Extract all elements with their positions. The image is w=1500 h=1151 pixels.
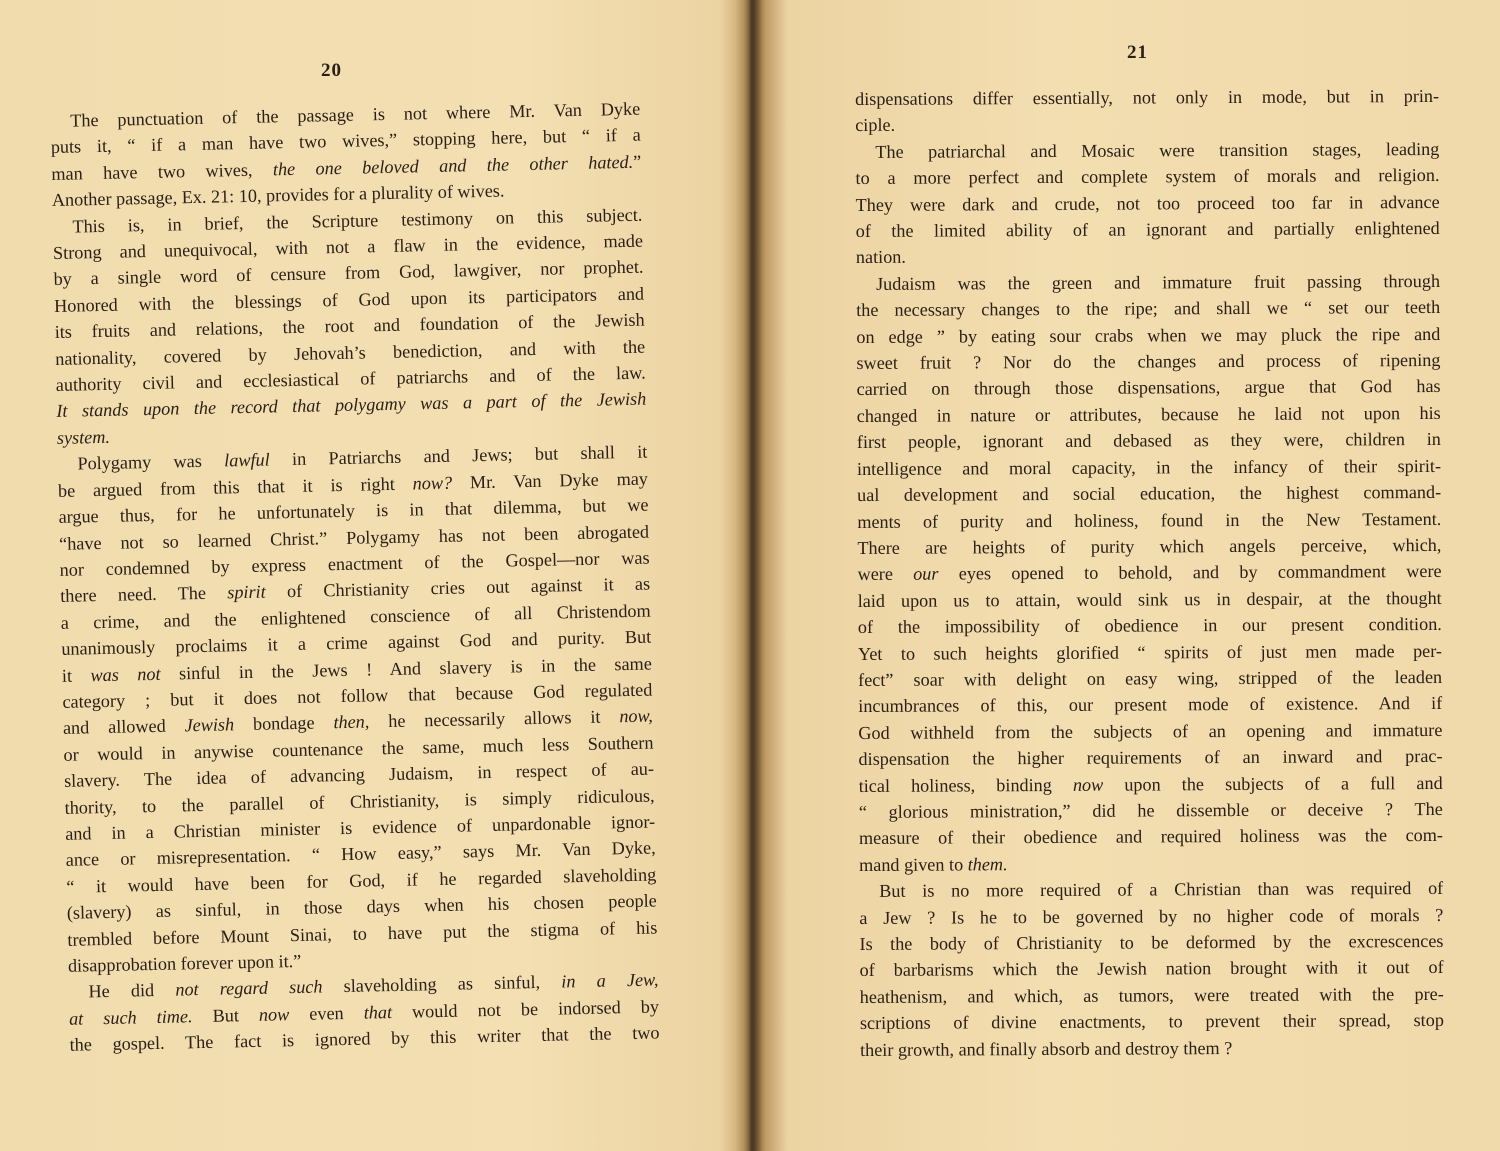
text-line: dispensation the higher requirements of an inward and prac-	[858, 746, 1443, 770]
text-line: dispensations differ essentially, not only in mode, but in prin-	[855, 85, 1440, 109]
text-line: puts it, “ if a man have two wives,” stopping here, but “ if a	[50, 125, 641, 158]
text-line: category ; but it does not follow that because God regulated	[62, 679, 653, 712]
text-line: God withheld from the subjects of an opening and immature	[858, 719, 1443, 743]
text-line: and in a Christian minister is evidence of unpardonable ignor-	[64, 811, 656, 844]
text-line: on edge ” by eating sour crabs when we may pluck the ripe and	[856, 323, 1441, 347]
text-line: It stands upon the record that polygamy was a part of the Jewish	[56, 389, 647, 422]
text-line: carried on through those dispensations, argue that God has	[856, 376, 1441, 400]
text-line: a Jew ? Is he to be governed by no higher code of morals ?	[859, 904, 1444, 928]
text-line: “ glorious ministration,” did he dissemble or deceive ? The	[858, 798, 1443, 822]
page-number-left: 20	[321, 60, 342, 81]
text-line: Honored with the blessings of God upon its participators and	[53, 283, 645, 316]
text-line: There are heights of purity which angels perceive, which,	[857, 534, 1442, 558]
text-line: thority, to the parallel of Christianity, is simply ridiculous,	[64, 785, 655, 818]
text-line: first people, ignorant and debased as they were, children in	[856, 429, 1441, 453]
text-line: system.	[56, 426, 111, 448]
text-line: sweet fruit ? Nor do the changes and process of ripening	[856, 350, 1441, 374]
text-line: were our eyes opened to behold, and by commandment were	[857, 561, 1442, 585]
text-line: by a single word of censure from God, lawgiver, nor prophet.	[53, 257, 644, 290]
text-line: ciple.	[855, 115, 896, 136]
text-line: They were dark and crude, not too proceed too far in advance	[855, 191, 1440, 215]
text-line: scriptions of divine enactments, to prevent their spread, stop	[859, 1010, 1444, 1034]
text-line: “have not so learned Christ.” Polygamy has not been abrogated	[58, 521, 650, 554]
text-line: fect” soar with delight on easy wing, stripped of the leaden	[858, 666, 1443, 690]
text-line: argue thus, for he unfortunately is in that dilemma, but we	[58, 494, 649, 528]
left-page-text	[50, 96, 660, 1059]
text-line: the gospel. The fact is ignored by this writer that the two	[69, 1022, 660, 1056]
text-line: incumbrances of this, our present mode of existence. And if	[858, 693, 1443, 717]
text-line: unanimously proclaims it a crime against God and purity. But	[61, 626, 652, 660]
text-line: disapprobation forever upon it.”	[67, 950, 302, 976]
text-line: and allowed Jewish bondage then, he necessarily allows it now,	[62, 705, 654, 739]
text-line: slavery. The idea of advancing Judaism, in respect of au-	[63, 758, 655, 792]
text-line: trembled before Mount Sinai, to have put the stigma of his	[67, 917, 658, 950]
text-line: Polygamy was lawful in Patriarchs and Jews; but shall it	[77, 441, 648, 474]
text-line: the necessary changes to the ripe; and shall we “ set our teeth	[856, 297, 1441, 321]
text-line: of the limited ability of an ignorant and partially enlightened	[855, 217, 1440, 242]
text-line: changed in nature or attributes, because he laid not upon his	[856, 402, 1441, 426]
text-line: there need. The spirit of Christianity cries out against it as	[60, 573, 651, 607]
text-line: nation.	[855, 247, 906, 268]
text-line: Strong and unequivocal, with not a flaw in the evidence, made	[52, 230, 644, 263]
text-line: intelligence and moral capacity, in the infancy of their spirit-	[856, 455, 1442, 479]
text-line: be argued from this that it is right now? Mr. Van Dyke may	[57, 468, 649, 501]
text-line: Yet to such heights glorified “ spirits of just men made per-	[857, 640, 1443, 664]
text-line: The patriarchal and Mosaic were transition stages, leading	[875, 138, 1440, 162]
text-line: heathenism, and which, as tumors, were treated with the pre-	[859, 983, 1444, 1007]
text-line: measure of their obedience and required holiness was the com-	[858, 825, 1443, 849]
text-line: ual development and social education, the highest command-	[857, 482, 1442, 506]
text-line: But is no more required of a Christian than was required of	[879, 878, 1444, 902]
text-line: nor condemned by express enactment of the Gospel—nor was	[59, 547, 650, 580]
text-line: (slavery) as sinful, in those days when his chosen people	[66, 890, 657, 924]
left-page	[0, 0, 745, 1151]
text-line: laid upon us to attain, would sink us in despair, at the thought	[857, 587, 1442, 611]
text-line: The punctuation of the passage is not where Mr. Van Dyke	[70, 98, 641, 131]
text-line: of the impossibility of obedience in our present condition.	[857, 614, 1442, 638]
text-line: of barbarisms which the Jewish nation brought with it out of	[859, 957, 1444, 981]
text-line: “ it would have been for God, if he regarded slaveholding	[66, 864, 657, 897]
text-line: ance or misrepresentation. “ How easy,” says Mr. Van Dyke,	[65, 837, 656, 871]
text-line: at such time. But now even that would not be indorsed by	[68, 996, 660, 1029]
text-line: tical holiness, binding now upon the subjects of a full and	[858, 772, 1443, 796]
text-line: Another passage, Ex. 21: 10, provides for a plurality of wives.	[51, 180, 505, 211]
text-line: their growth, and finally absorb and destroy them ?	[859, 1037, 1233, 1060]
text-line: authority civil and ecclesiastical of patriarchs and of the law.	[55, 362, 646, 395]
text-line: Is the body of Christianity to be deformed by the excrescences	[859, 930, 1444, 954]
text-line: or would in anywise countenance the same, much less Southern	[63, 732, 654, 765]
text-line: a crime, and the enlightened conscience of all Christendom	[60, 600, 651, 633]
right-page-text	[855, 83, 1444, 1063]
text-line: nationality, covered by Jehovah’s benediction, and with the	[55, 336, 646, 369]
text-line: He did not regard such slaveholding as sinful, in a Jew,	[88, 969, 659, 1002]
page-number-right: 21	[1127, 42, 1148, 63]
text-line: Judaism was the green and immature fruit passing through	[875, 270, 1441, 294]
text-line: its fruits and relations, the root and foundation of the Jewish	[54, 309, 645, 343]
text-line: ments of purity and holiness, found in the New Testament.	[857, 508, 1442, 532]
text-line: This is, in brief, the Scripture testimony on this subject.	[72, 204, 643, 237]
text-line: to a more perfect and complete system of morals and religion.	[855, 165, 1440, 189]
right-page	[760, 0, 1500, 1151]
text-line: mand given to them.	[859, 853, 1008, 875]
text-line: it was not sinful in the Jews ! And slavery is in the same	[61, 653, 652, 686]
text-line: man have two wives, the one beloved and the other hated.”	[51, 151, 642, 184]
